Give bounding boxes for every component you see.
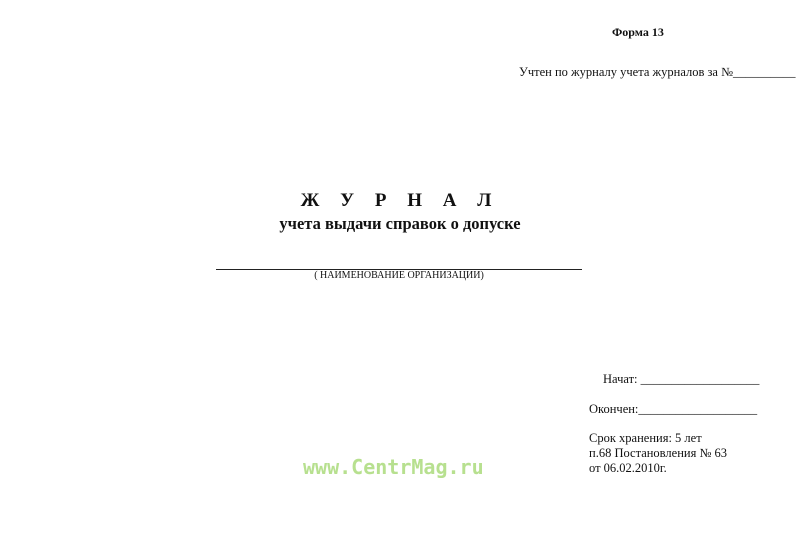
website-watermark: www.CentrMag.ru — [303, 455, 484, 479]
document-subtitle: учета выдачи справок о допуске — [279, 214, 521, 233]
document-title: Ж У Р Н А Л — [300, 190, 500, 211]
finished-date-field: Окончен:___________________ — [589, 402, 758, 416]
storage-line: п.68 Постановления № 63 — [589, 446, 728, 460]
journal-registration-line: Учтен по журналу учета журналов за №__________ — [519, 65, 796, 79]
storage-line: от 06.02.2010г. — [589, 461, 667, 475]
storage-period-note — [589, 431, 727, 476]
started-date-field: Начат: ___________________ — [603, 372, 760, 386]
storage-line: Срок хранения: 5 лет — [589, 431, 702, 445]
organization-name-caption: ( НАИМЕНОВАНИЕ ОРГАНИЗАЦИИ) — [314, 270, 484, 281]
form-number: Форма 13 — [612, 25, 664, 39]
